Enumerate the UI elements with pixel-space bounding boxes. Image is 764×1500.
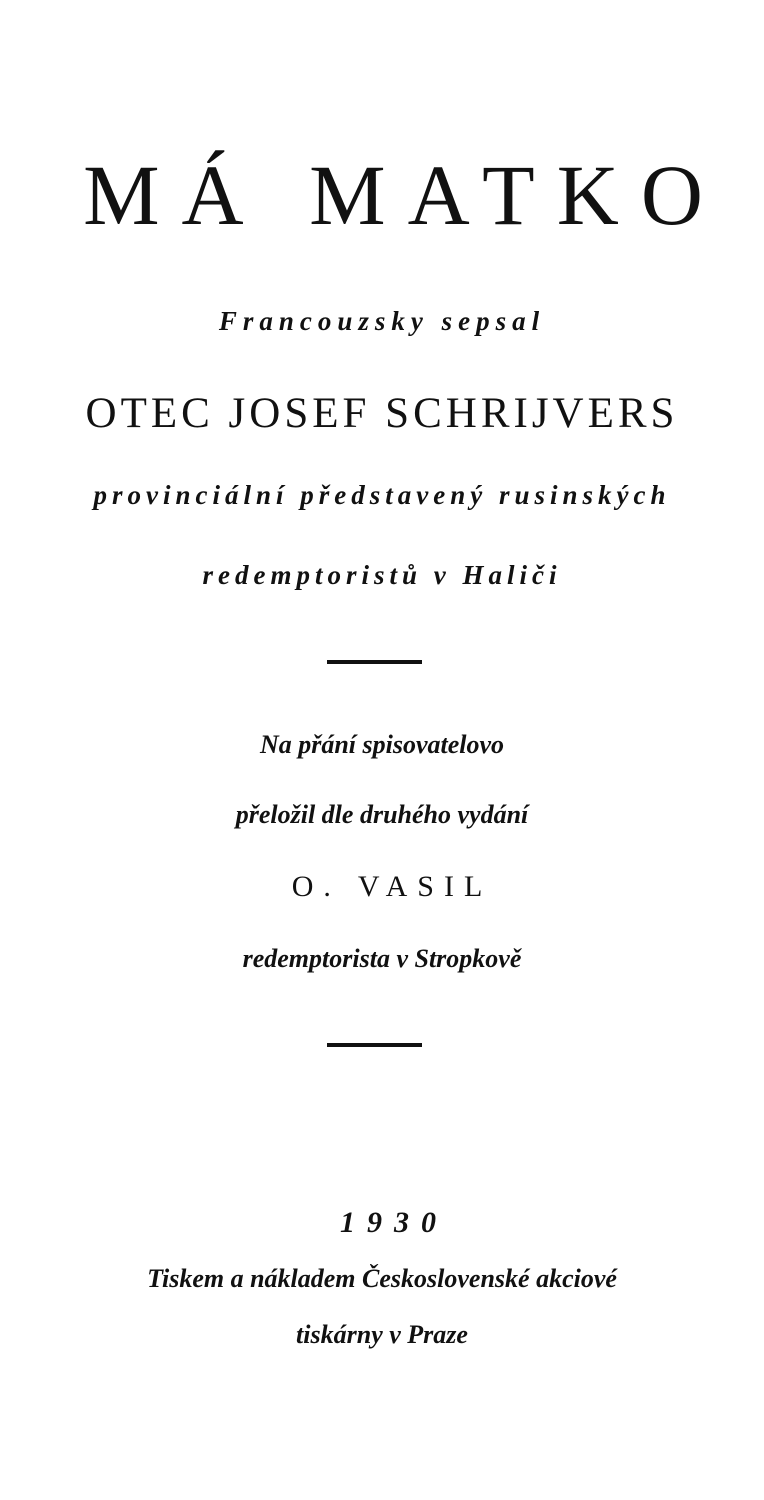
author-role-line-1: provinciální představený rusinských: [93, 480, 671, 510]
author-name: OTEC JOSEF SCHRIJVERS: [85, 390, 679, 437]
publication-year: 1930: [340, 1206, 448, 1239]
translator-note: Na přání spisovatelovo: [259, 730, 505, 759]
author-intro: Francouzsky sepsal: [218, 306, 546, 336]
publisher-line-2: tiskárny v Praze: [296, 1320, 468, 1349]
translator-role: redemptorista v Stropkově: [242, 944, 522, 973]
book-title: MÁ MATKO: [83, 147, 725, 243]
divider-rule-top: [327, 660, 422, 664]
translator-edition: přeložil dle druhého vydání: [235, 800, 529, 829]
translator-name: O. VASIL: [291, 870, 493, 903]
publisher-line-1: Tiskem a nákladem Československé akciové: [147, 1264, 617, 1293]
author-role-line-2: redemptoristů v Haliči: [202, 560, 562, 590]
divider-rule-bottom: [327, 1043, 422, 1047]
